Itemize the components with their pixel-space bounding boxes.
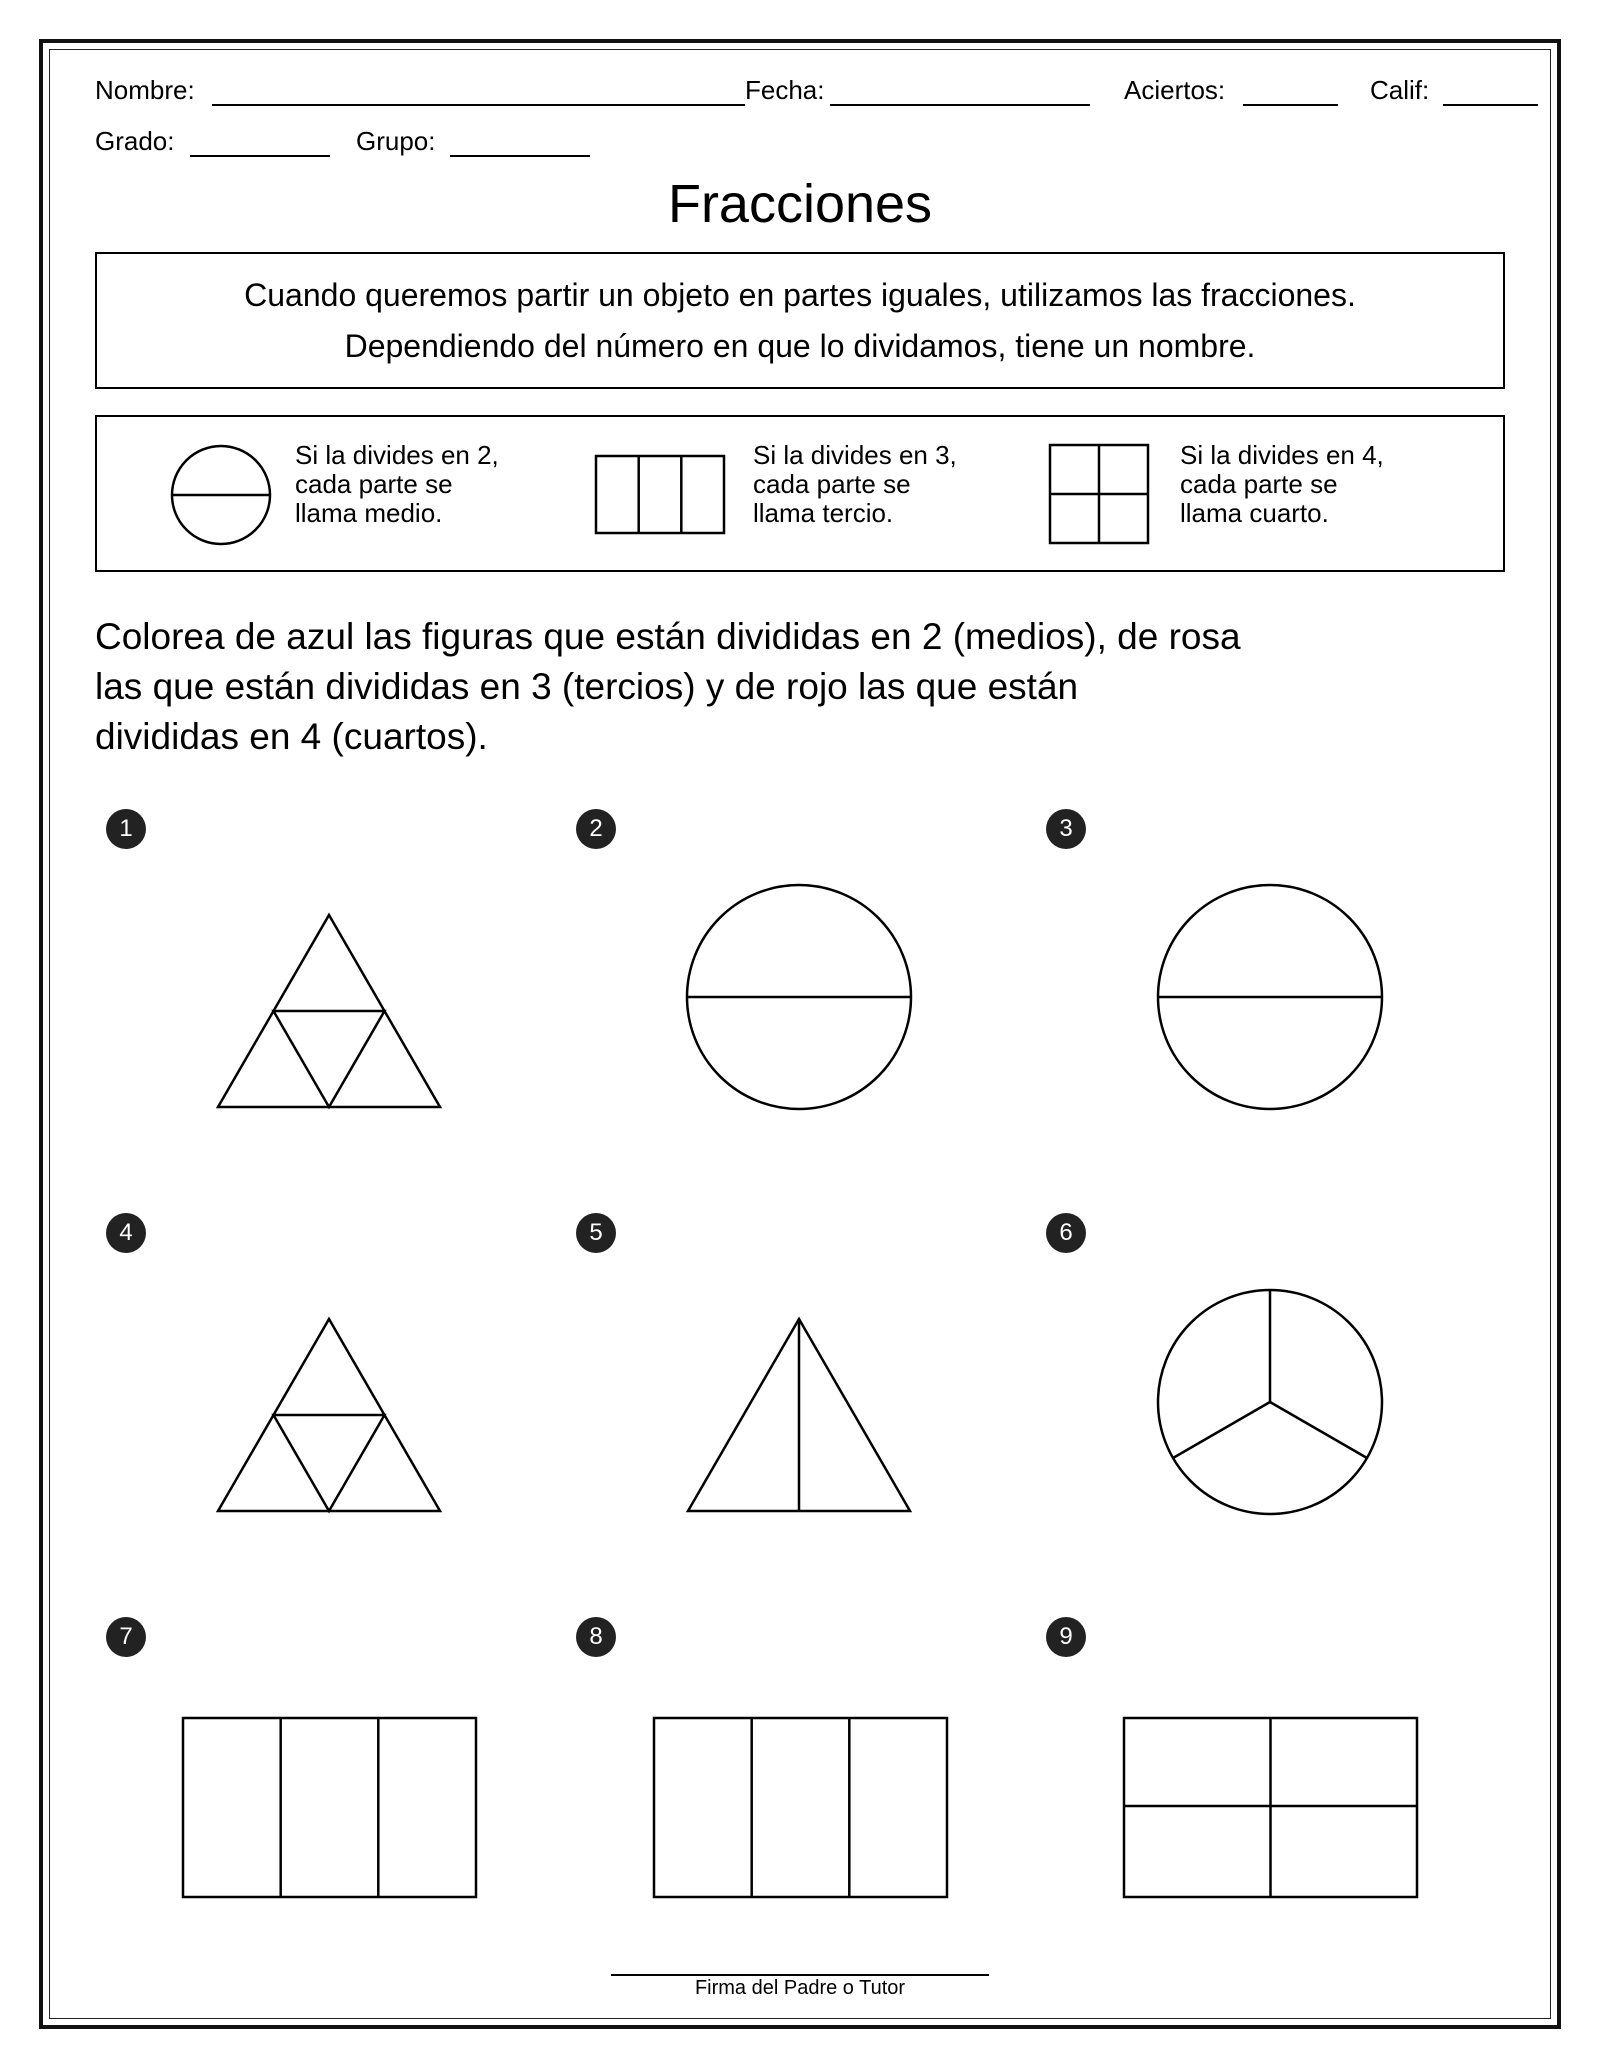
signature-label: Firma del Padre o Tutor (694, 1977, 906, 1999)
grupo-label: Grupo: (356, 126, 436, 156)
exercise-number-4: 4 (106, 1213, 146, 1253)
triangle-quarters-icon[interactable] (216, 1317, 442, 1513)
legend-item-thirds: Si la divides en 3, cada parte se llama tercio. (753, 440, 957, 528)
exercise-number-8: 8 (576, 1617, 616, 1657)
circle-halves-icon[interactable] (1156, 883, 1384, 1111)
aciertos-field[interactable] (1243, 104, 1338, 106)
intro-box (95, 252, 1505, 389)
grado-label: Grado: (95, 126, 175, 156)
triangle-quarters-icon[interactable] (216, 913, 442, 1109)
exercise-number-3: 3 (1046, 809, 1086, 849)
triangle-halves-icon[interactable] (686, 1317, 912, 1513)
rectangle-thirds-icon (595, 455, 727, 535)
exercise-number-9: 9 (1046, 1617, 1086, 1657)
rectangle-thirds-icon[interactable] (182, 1717, 478, 1899)
calif-field[interactable] (1443, 104, 1538, 106)
intro-line-1: Cuando queremos partir un objeto en partes iguales, utilizamos las fracciones. (244, 277, 1356, 313)
aciertos-label: Aciertos: (1124, 75, 1226, 105)
legend-item-quarters: Si la divides en 4, cada parte se llama cuarto. (1180, 440, 1384, 528)
grado-field[interactable] (190, 155, 330, 157)
fecha-label: Fecha: (745, 75, 825, 105)
fecha-field[interactable] (830, 104, 1090, 106)
legend-item-halves: Si la divides en 2, cada parte se llama medio. (295, 440, 499, 528)
exercise-number-7: 7 (106, 1617, 146, 1657)
nombre-label: Nombre: (95, 75, 195, 105)
calif-label: Calif: (1370, 75, 1430, 105)
circle-thirds-icon[interactable] (1156, 1288, 1384, 1516)
nombre-field[interactable] (212, 104, 745, 106)
square-quarters-icon (1049, 444, 1151, 546)
legend-box (95, 415, 1505, 572)
exercise-number-2: 2 (576, 809, 616, 849)
circle-halves-icon[interactable] (685, 883, 913, 1111)
rectangle-quarters-icon[interactable] (1123, 1717, 1419, 1899)
circle-halves-icon (170, 444, 272, 546)
exercise-number-1: 1 (106, 809, 146, 849)
exercise-number-6: 6 (1046, 1213, 1086, 1253)
rectangle-thirds-icon[interactable] (653, 1717, 949, 1899)
grupo-field[interactable] (450, 155, 590, 157)
exercise-number-5: 5 (576, 1213, 616, 1253)
page-title: Fracciones (667, 174, 933, 234)
instructions: Colorea de azul las figuras que están divididas en 2 (medios), de rosa las que están divididas en 3 (tercios) y de rojo las que están divididas en 4 (cuartos). (95, 616, 1241, 757)
intro-line-2: Dependiendo del número en que lo dividamos, tiene un nombre. (344, 328, 1256, 364)
